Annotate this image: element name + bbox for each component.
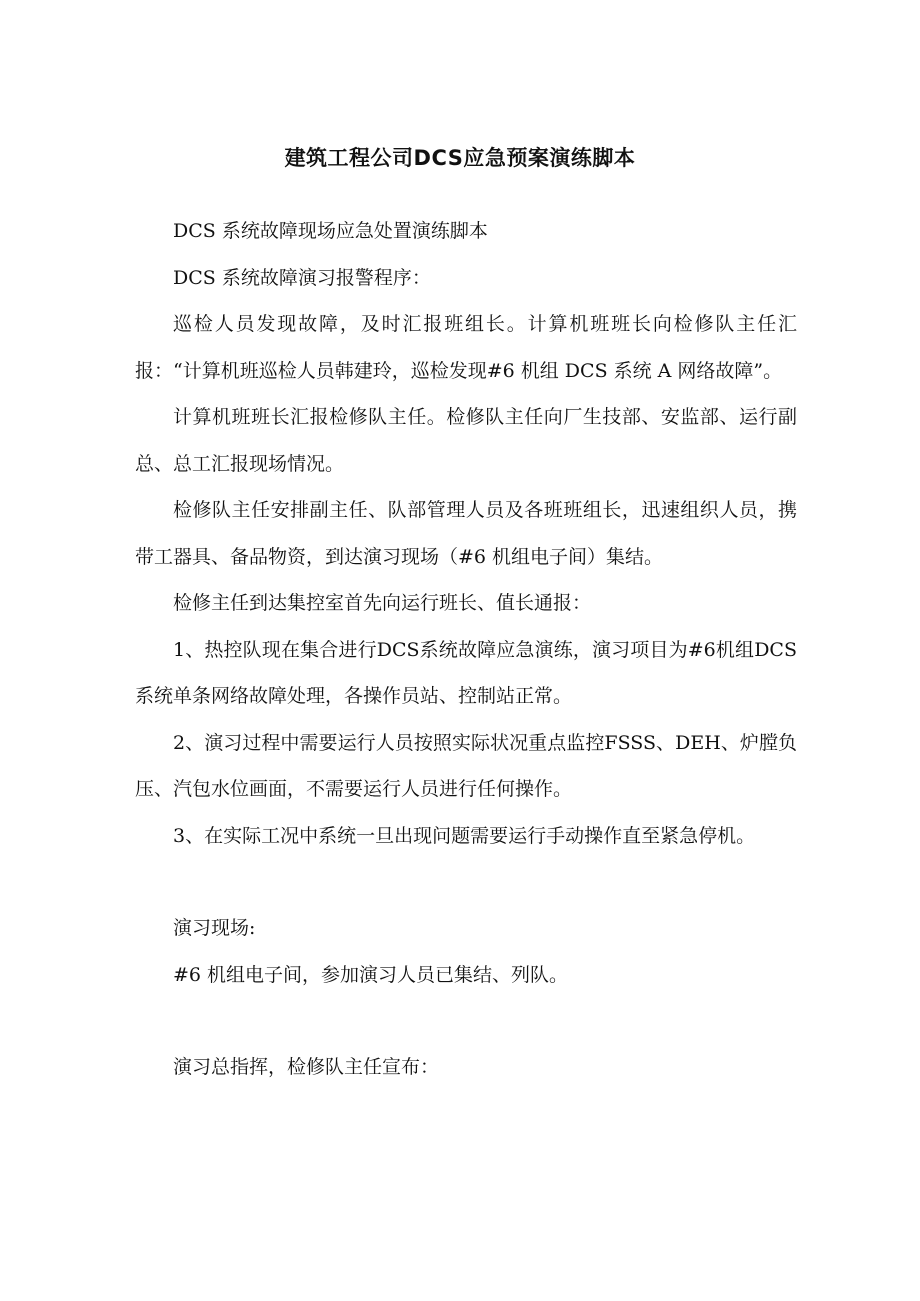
paragraph-commander-announcement: 演习总指挥，检修队主任宣布： [173, 1056, 440, 1078]
paragraph-drill-site: #6 机组电子间，参加演习人员已集结、列队。 [173, 963, 569, 986]
paragraph-escalation: 计算机班班长汇报检修队主任。检修队主任向厂生技部、安监部、运行副总、总工汇报现场情况。 [135, 406, 797, 475]
paragraph-fault-report: 巡检人员发现故障，及时汇报班组长。计算机班班长向检修队主任汇报：“计算机班巡检人员韩建玲，巡检发现#6 机组 DCS 系统 A 网络故障”。 [135, 313, 797, 382]
paragraph-item-1: 1、热控队现在集合进行DCS系统故障应急演练，演习项目为#6机组DCS系统单条网络故障处理，各操作员站、控制站正常。 [135, 638, 797, 707]
paragraph-drill-site-label: 演习现场: [173, 917, 256, 939]
paragraph-item-2: 2、演习过程中需要运行人员按照实际状况重点监控FSSS、DEH、炉膛负压、汽包水位画面，不需要运行人员进行任何操作。 [135, 731, 797, 800]
document-body [135, 208, 797, 1091]
paragraph-script-heading: DCS 系统故障现场应急处置演练脚本 [173, 220, 488, 242]
paragraph-assembly: 检修队主任安排副主任、队部管理人员及各班班组长，迅速组织人员，携带工器具、备品物资，到达演习现场（#6 机组电子间）集结。 [135, 499, 797, 568]
paragraph-notify: 检修主任到达集控室首先向运行班长、值长通报： [173, 592, 592, 614]
paragraph-item-3: 3、在实际工况中系统一旦出现问题需要运行手动操作直至紧急停机。 [173, 824, 756, 847]
paragraph-alarm-procedure: DCS 系统故障演习报警程序： [173, 266, 431, 289]
document-title: 建筑工程公司DCS应急预案演练脚本 [284, 146, 636, 170]
